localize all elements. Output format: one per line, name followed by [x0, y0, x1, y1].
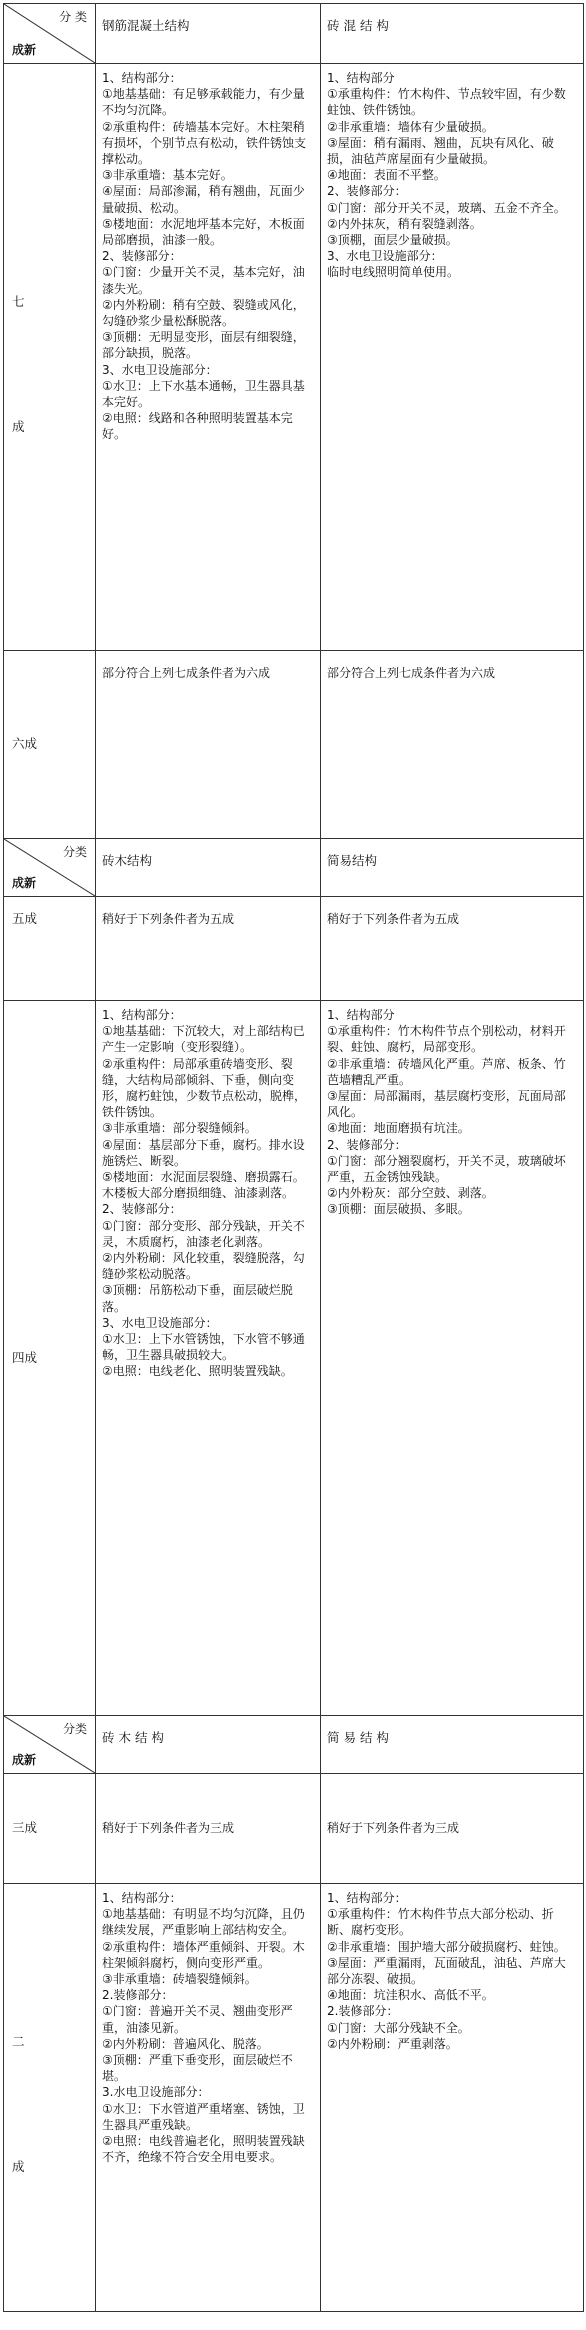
header-col2: 简易结构 [321, 839, 584, 897]
text-line: ②内外粉刷：风化较重，裂缝脱落，勾缝砂浆松动脱落。 [102, 1251, 305, 1282]
row-70-col2 [321, 64, 584, 651]
text-line: ①地基基础：下沉较大，对上部结构已产生一定影响（变形裂缝）。 [102, 1024, 305, 1055]
text-line: 1、结构部分 [327, 71, 395, 85]
text-line: 3、水电卫设施部分： [102, 1315, 218, 1330]
section3-header-row [4, 1716, 584, 1774]
text-line: ①水卫：上下水基本通畅，卫生器具基本完好。 [102, 378, 305, 410]
row-70 [4, 64, 584, 651]
text-line: 3、水电卫设施部分： [102, 362, 218, 377]
text-line: ③顶棚：面层破损、多眼。 [327, 1202, 470, 1217]
text-line: 1、结构部分： [102, 71, 182, 85]
row-40 [4, 1001, 584, 1716]
row-20-label-top: 二 [12, 2034, 25, 2049]
row-40-col1 [96, 1001, 321, 1716]
header-col1: 钢筋混凝土结构 [96, 4, 321, 64]
text-line: ①承重构件：竹木构件、节点较牢固，有少数蛀蚀、铁件锈蚀。 [327, 87, 566, 118]
text-line: ③屋面：稍有漏雨、翘曲，瓦块有风化、破损，油毡芦席屋面有少量破损。 [327, 135, 554, 167]
header-diagonal-cell [4, 839, 96, 897]
header-col1: 砖 木 结 构 [96, 1716, 321, 1774]
row-40-col2 [321, 1001, 584, 1716]
row-70-label-top: 七 [12, 294, 25, 309]
text-line: ①门窗：部分变形、部分残缺，开关不灵，木质腐朽，油漆老化剥落。 [102, 1218, 305, 1249]
row-70-label-bot: 成 [12, 419, 25, 434]
row-50 [4, 897, 584, 1001]
row-60-col1: 部分符合上列七成条件者为六成 [96, 651, 321, 839]
grade-label: 成新 [12, 42, 37, 57]
row-30-label: 三成 [4, 1774, 96, 1884]
text-line: ②内外粉刷：稍有空鼓、裂缝或风化，勾缝砂浆少量松酥脱落。 [102, 297, 305, 329]
text-line: ④地面：表面不平整。 [327, 168, 446, 183]
text-line: 1、结构部分： [102, 1008, 182, 1022]
text-line: ①地基基础：有明显不均匀沉降，且仍继续发展，严重影响上部结构安全。 [102, 1907, 305, 1938]
text-line: ③屋面：严重漏雨，瓦面破乱，油毡、芦席大部分冻裂、破损。 [327, 1955, 566, 1987]
text-line: ②内外粉刷：普遍风化、脱落。 [102, 2036, 269, 2051]
text-line: ③非承重墙：砖墙裂缝倾斜。 [102, 1972, 257, 1987]
category-label: 分类 [62, 845, 87, 859]
text-line: ①门窗：大部分残缺不全。 [327, 2020, 470, 2035]
grading-table [3, 3, 584, 2312]
text-line: 1、结构部分： [327, 1891, 407, 1905]
text-line: 2.装修部分： [102, 1988, 174, 2003]
header-col2: 简 易 结 构 [321, 1716, 584, 1774]
row-70-label [4, 64, 96, 651]
row-20-label [4, 1884, 96, 2312]
text-line: ③非承重墙：基本完好。 [102, 168, 233, 183]
text-line: ③顶棚，面层少量破损。 [327, 233, 458, 248]
text-line: ①门窗：普遍开关不灵、翘曲变形严重，油漆见新。 [102, 2004, 293, 2035]
text-line: ③屋面：局部漏雨，基层腐朽变形，瓦面局部风化。 [327, 1089, 566, 1120]
row-20-col1 [96, 1884, 321, 2312]
text-line: 3、水电卫设施部分： [327, 249, 443, 264]
row-60-label: 六成 [4, 651, 96, 839]
grade-label: 成新 [12, 1752, 37, 1767]
text-line: ①地基基础：有足够承载能力，有少量不均匀沉降。 [102, 87, 305, 118]
text-line: 2.装修部分： [327, 2004, 399, 2019]
text-line: 3.水电卫设施部分： [102, 2085, 210, 2100]
text-line: ②承重构件：墙体严重倾斜、开裂。木柱架倾斜腐朽，侧向变形严重。 [102, 1939, 305, 1970]
text-line: ①承重构件：竹木构件节点大部分松动、折断、腐朽变形。 [327, 1907, 554, 1938]
text-line: ①承重构件：竹木构件节点个别松动，材料开裂、蛀蚀、腐朽，局部变形。 [327, 1024, 566, 1055]
section2-header-row [4, 839, 584, 897]
text-line: ⑤楼地面：水泥面层裂缝、磨损露石。木楼板大部分磨损细缝、油漆剥落。 [102, 1170, 305, 1201]
header-col1: 砖木结构 [96, 839, 321, 897]
row-20-label-bot: 成 [12, 2159, 25, 2174]
text-line: ④地面：坑洼积水、高低不平。 [327, 1988, 494, 2003]
text-line: ②非承重墙：墙体有少量破损。 [327, 119, 494, 134]
text-line: ②内外抹灰，稍有裂缝剥落。 [327, 216, 482, 231]
section1-header-row [4, 4, 584, 64]
text-line: ①水卫：上下水管锈蚀，下水管不够通畅，卫生器具破损较大。 [102, 1332, 305, 1363]
row-30 [4, 1774, 584, 1884]
text-line: ④屋面：局部渗漏，稍有翘曲，瓦面少量破损、松动。 [102, 184, 305, 215]
category-label: 分 类 [59, 10, 87, 24]
header-col2: 砖 混 结 构 [321, 4, 584, 64]
row-30-col2: 稍好于下列条件者为三成 [321, 1774, 584, 1884]
row-60-col2: 部分符合上列七成条件者为六成 [321, 651, 584, 839]
row-50-label: 五成 [4, 897, 96, 1001]
text-line: ①水卫：下水管道严重堵塞、锈蚀，卫生器具严重残缺。 [102, 2101, 305, 2132]
text-line: ④地面：地面磨损有坑洼。 [327, 1121, 470, 1136]
text-line: 1、结构部分 [327, 1008, 395, 1022]
text-line: ②内外粉灰：部分空鼓、剥落。 [327, 1186, 494, 1201]
row-40-label: 四成 [4, 1001, 96, 1716]
text-line: ③顶棚：严重下垂变形，面层破烂不堪。 [102, 2053, 293, 2084]
text-line: ②承重构件：局部承重砖墙变形、裂缝，大结构局部倾斜、下垂，侧向变形，腐朽蛀蚀，少数节点松动，脱榫，铁件锈蚀。 [102, 1056, 307, 1120]
text-line: ②电照：线路和各种照明装置基本完好。 [102, 411, 293, 442]
text-line: ②承重构件：砖墙基本完好。木柱架稍有损坏，个别节点有松动，铁件锈蚀支撑松动。 [102, 119, 307, 167]
grade-label: 成新 [12, 875, 37, 890]
text-line: ②非承重墙：围护墙大部分破损腐朽、蛀蚀。 [327, 1939, 566, 1954]
text-line: ②电照：电线老化、照明装置残缺。 [102, 1364, 293, 1379]
text-line: ②非承重墙：砖墙风化严重。芦席、板条、竹芭墙糟乱严重。 [327, 1056, 566, 1087]
text-line: ③顶棚：吊筋松动下垂，面层破烂脱落。 [102, 1283, 293, 1314]
row-50-col2: 稍好于下列条件者为五成 [321, 897, 584, 1001]
text-line: ③非承重墙：部分裂缝倾斜。 [102, 1121, 257, 1136]
row-50-col1: 稍好于下列条件者为五成 [96, 897, 321, 1001]
row-30-col1: 稍好于下列条件者为三成 [96, 1774, 321, 1884]
text-line: ⑤楼地面：水泥地坪基本完好，木板面局部磨损，油漆一般。 [102, 216, 305, 248]
text-line: ③顶棚：无明显变形，面层有细裂缝，部分缺损，脱落。 [102, 330, 305, 361]
text-line: 2、装修部分： [327, 184, 407, 199]
text-line: ①门窗：部分开关不灵，玻璃、五金不齐全。 [327, 200, 566, 215]
row-60 [4, 651, 584, 839]
text-line: ①门窗：部分翘裂腐朽，开关不灵，玻璃破坏严重，五金锈蚀残缺。 [327, 1153, 566, 1185]
header-diagonal-cell [4, 4, 96, 64]
text-line: 2、装修部分： [327, 1137, 407, 1152]
text-line: ②电照：电线普遍老化，照明装置残缺不齐，绝缘不符合安全用电要求。 [102, 2134, 305, 2165]
row-20 [4, 1884, 584, 2312]
text-line: 1、结构部分： [102, 1891, 182, 1905]
text-line: ②内外粉刷：严重剥落。 [327, 2036, 458, 2051]
text-line: ④屋面：基层部分下垂，腐朽。排水设施锈烂、断裂。 [102, 1137, 305, 1168]
text-line: 2、装修部分： [102, 1202, 182, 1217]
row-20-col2 [321, 1884, 584, 2312]
header-diagonal-cell [4, 1716, 96, 1774]
text-line: 临时电线照明简单使用。 [327, 265, 460, 280]
row-70-col1 [96, 64, 321, 651]
text-line: ①门窗：少量开关不灵，基本完好，油漆失光。 [102, 265, 305, 296]
text-line: 2、装修部分： [102, 249, 182, 264]
grading-table-document [3, 3, 583, 2312]
category-label: 分类 [62, 1722, 87, 1736]
